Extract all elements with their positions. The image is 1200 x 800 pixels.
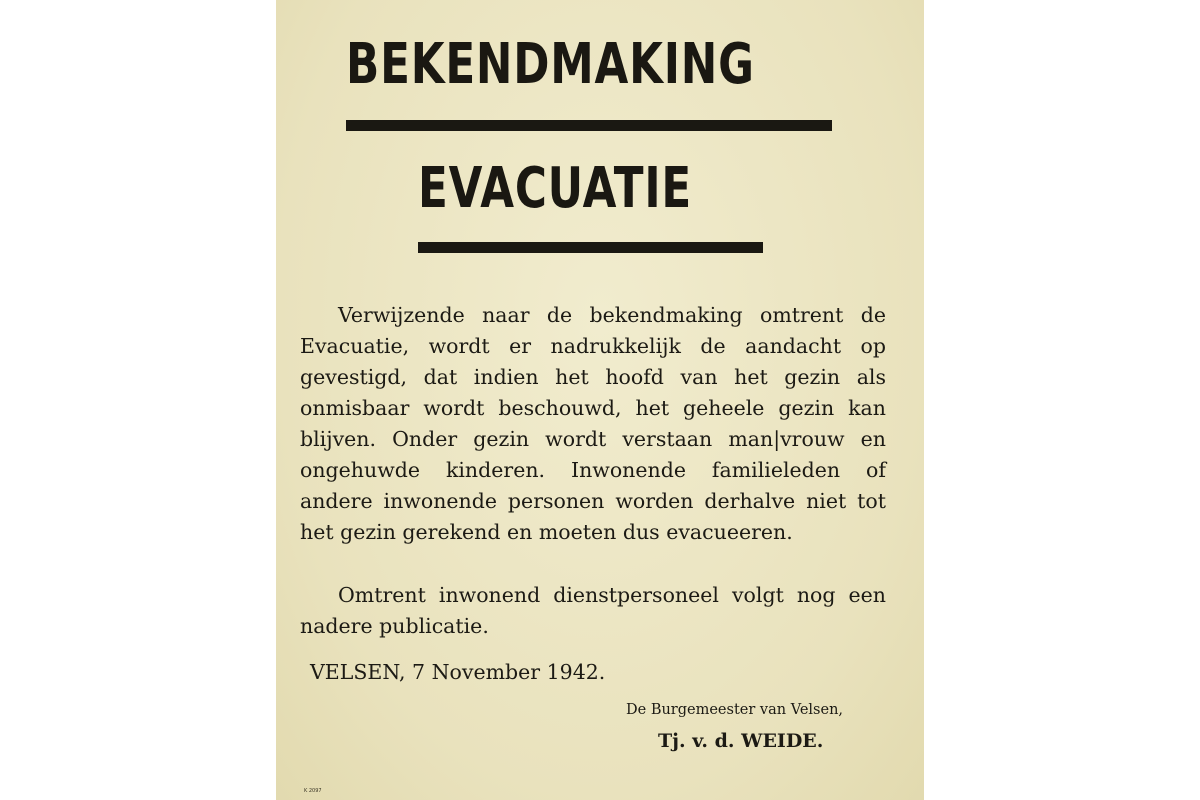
place-and-date: VELSEN, 7 November 1942. (310, 660, 606, 684)
subject-underline (418, 242, 763, 253)
notice-poster (276, 0, 924, 800)
notice-headline: BEKENDMAKING (346, 32, 755, 97)
headline-underline (346, 120, 832, 131)
print-code: K 2097 (304, 788, 322, 794)
signer-name: Tj. v. d. WEIDE. (658, 730, 824, 752)
body-paragraph-2: Omtrent inwonend dienstpersoneel volgt nog een nadere publicatie. (300, 583, 886, 638)
notice-subject: EVACUATIE (418, 156, 692, 221)
signer-title: De Burgemeester van Velsen, (626, 702, 844, 718)
body-paragraph-1: Verwijzende naar de bekendmaking omtrent de Evacuatie, wordt er nadrukkelijk de aandacht op gevestigd, dat indien het hoofd van het gezin als onmisbaar wordt beschouwd, het geheele gezin kan blijven. Onder gezin wordt verstaan man|vrouw en ongehuwde kinderen. Inwonende familieleden of andere inwonende personen worden derhalve niet tot het gezin gerekend en moeten dus evacueeren. (300, 303, 886, 544)
